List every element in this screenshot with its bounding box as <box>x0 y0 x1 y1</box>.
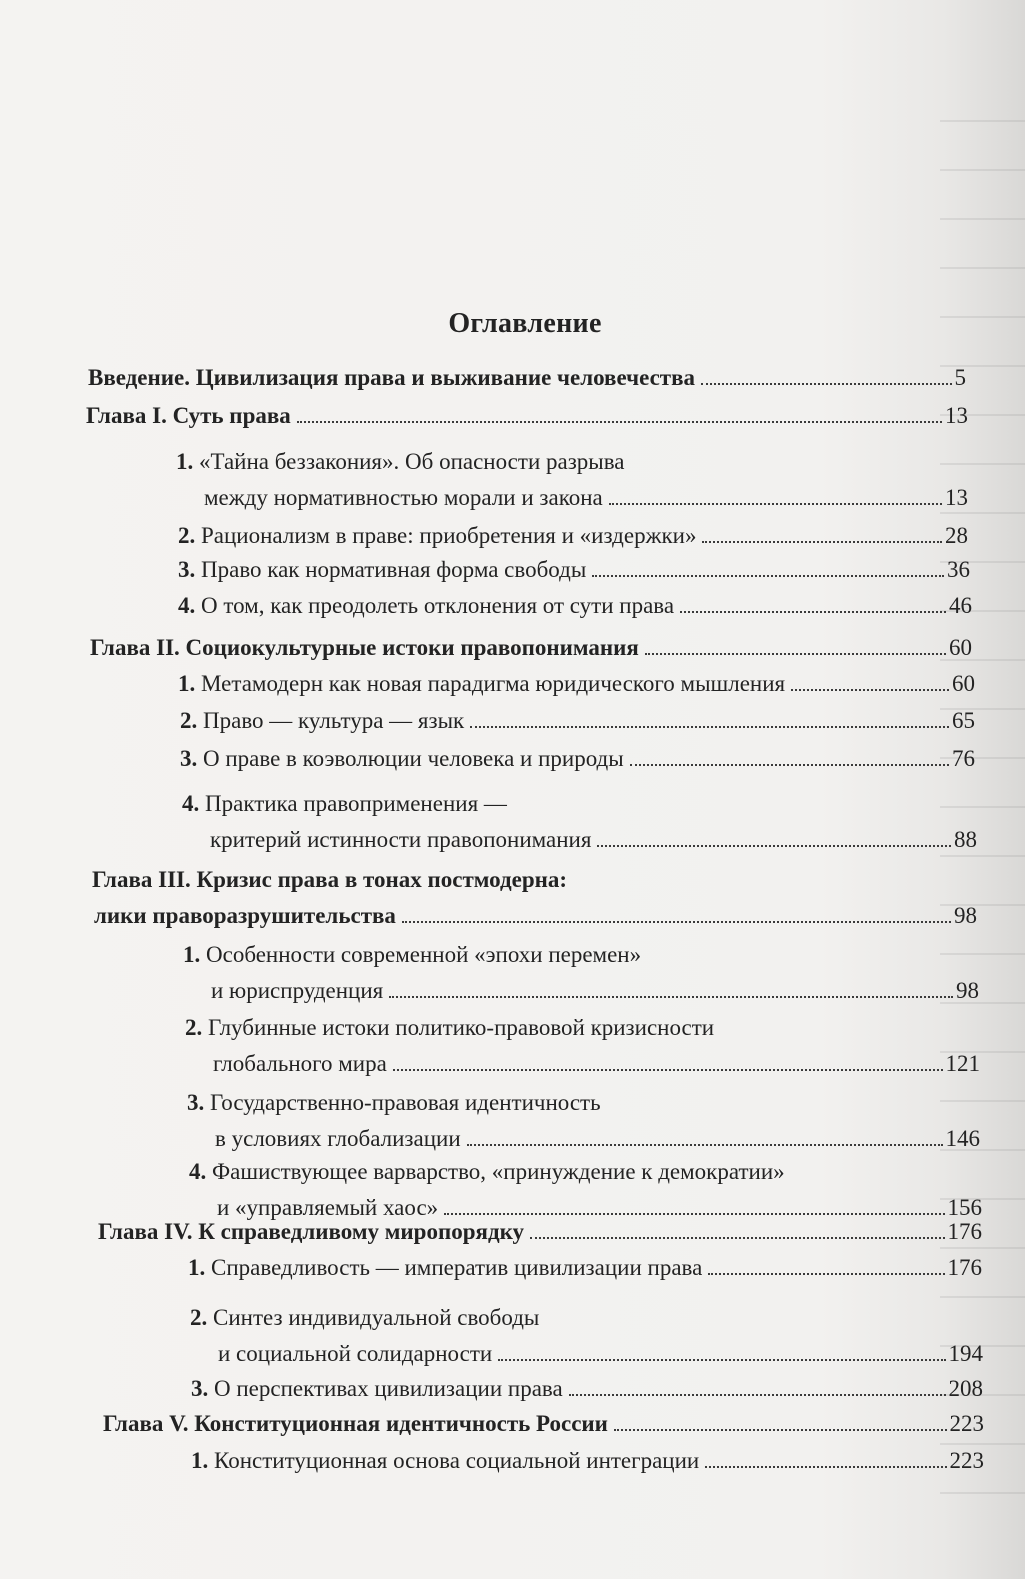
toc-entry-text: О перспективах цивилизации права <box>214 1376 563 1401</box>
dot-leader <box>389 996 953 998</box>
page-number: 223 <box>949 1411 984 1436</box>
toc-section-entry <box>178 552 970 588</box>
toc-section-entry <box>188 1250 982 1286</box>
toc-entry-line <box>98 1214 982 1250</box>
toc-section-entry <box>180 741 975 777</box>
dot-leader <box>467 1144 943 1146</box>
section-number: 2. <box>185 1015 208 1040</box>
page-number: 76 <box>952 746 975 771</box>
toc-entry-text: критерий истинности правопонимания <box>210 827 592 852</box>
toc-section-entry <box>178 518 968 554</box>
toc-chapter-entry <box>88 360 966 396</box>
page-number: 176 <box>947 1219 982 1244</box>
toc-entry-line <box>188 1250 982 1286</box>
toc-section-entry <box>178 666 975 702</box>
toc-entry-text: Глава II. Социокультурные истоки правопонимания <box>90 635 639 660</box>
toc-entry-text: глобального мира <box>213 1051 387 1076</box>
page-number: 156 <box>947 1195 982 1220</box>
toc-entry-text: Глава IV. К справедливому миропорядку <box>98 1219 525 1244</box>
toc-entry-line <box>191 1443 984 1479</box>
toc-entry-line <box>189 1154 982 1190</box>
page-number: 46 <box>949 593 972 618</box>
toc-entry-text: в условиях глобализации <box>215 1126 461 1151</box>
toc-entry-line <box>176 480 968 516</box>
dot-leader <box>791 689 949 691</box>
dot-leader <box>701 383 952 385</box>
section-number: 4. <box>189 1159 212 1184</box>
dot-leader <box>569 1394 946 1396</box>
toc-entry-line <box>92 898 977 934</box>
toc-entry-line <box>190 1336 983 1372</box>
page-number: 121 <box>945 1051 980 1076</box>
dot-leader <box>297 421 942 423</box>
toc-entry-text: между нормативностью морали и закона <box>204 485 603 510</box>
dot-leader <box>530 1237 944 1239</box>
toc-entry-text: Справедливость — императив цивилизации права <box>211 1255 703 1280</box>
toc-entry-line <box>182 822 977 858</box>
toc-entry-line <box>190 1300 983 1336</box>
toc-entry-text: и юриспруденция <box>211 978 384 1003</box>
toc-entry-text: лики праворазрушительства <box>94 903 396 928</box>
section-number: 3. <box>191 1376 214 1401</box>
toc-section-entry <box>190 1300 983 1372</box>
toc-chapter-entry <box>90 630 972 666</box>
toc-entry-line <box>182 786 977 822</box>
toc-entry-text: Конституционная основа социальной интеграции <box>214 1448 700 1473</box>
dot-leader <box>708 1273 944 1275</box>
toc-entry-text: Метамодерн как новая парадигма юридического мышления <box>201 671 786 696</box>
section-number: 3. <box>180 746 203 771</box>
toc-entry-line <box>180 703 975 739</box>
toc-entry-line <box>183 973 979 1009</box>
toc-chapter-entry <box>98 1214 982 1250</box>
dot-leader <box>470 726 949 728</box>
dot-leader <box>705 1466 946 1468</box>
toc-entry-text: О том, как преодолеть отклонения от сути права <box>201 593 675 618</box>
dot-leader <box>592 575 944 577</box>
toc-entry-line <box>178 518 968 554</box>
page-number: 60 <box>952 671 975 696</box>
toc-entry-text: Синтез индивидуальной свободы <box>213 1305 540 1330</box>
page-title: Оглавление <box>448 308 602 339</box>
page-number: 98 <box>954 903 977 928</box>
page-number: 176 <box>947 1255 982 1280</box>
toc-entry-text: Особенности современной «эпохи перемен» <box>206 942 642 967</box>
toc-section-entry <box>182 786 977 858</box>
section-number: 2. <box>180 708 203 733</box>
dot-leader <box>645 653 946 655</box>
page-number: 223 <box>949 1448 984 1473</box>
page-number: 13 <box>945 485 968 510</box>
toc-entry-text: Фашиствующее варварство, «принуждение к демократии» <box>212 1159 785 1184</box>
page-number: 194 <box>948 1341 983 1366</box>
toc-entry-text: Глава V. Конституционная идентичность России <box>103 1411 608 1436</box>
page-number: 98 <box>956 978 979 1003</box>
section-number: 1. <box>188 1255 211 1280</box>
dot-leader <box>630 764 949 766</box>
dot-leader <box>597 845 951 847</box>
section-number: 4. <box>178 593 201 618</box>
toc-entry-line <box>86 398 968 434</box>
dot-leader <box>609 503 942 505</box>
toc-section-entry <box>183 937 979 1009</box>
section-number: 4. <box>182 791 205 816</box>
page-number: 36 <box>947 557 970 582</box>
toc-entry-line <box>178 666 975 702</box>
toc-entry-text: Глава III. Кризис права в тонах постмодерна: <box>92 867 568 892</box>
toc-entry-text: О праве в коэволюции человека и природы <box>203 746 624 771</box>
section-number: 2. <box>178 523 201 548</box>
toc-entry-text: Право как нормативная форма свободы <box>201 557 587 582</box>
toc-entry-text: Практика правоприменения — <box>205 791 507 816</box>
toc-section-entry <box>187 1085 980 1157</box>
toc-section-entry <box>180 703 975 739</box>
toc-entry-text: и «управляемый хаос» <box>217 1195 439 1220</box>
page-number: 208 <box>948 1376 983 1401</box>
toc-entry-text: и социальной солидарности <box>218 1341 493 1366</box>
section-number: 1. <box>178 671 201 696</box>
dot-leader <box>614 1429 947 1431</box>
section-number: 3. <box>187 1090 210 1115</box>
toc-entry-line <box>185 1046 980 1082</box>
toc-entry-text: Государственно-правовая идентичность <box>210 1090 601 1115</box>
section-number: 1. <box>183 942 206 967</box>
dot-leader <box>498 1359 945 1361</box>
toc-chapter-entry <box>103 1406 984 1442</box>
toc-entry-line <box>90 630 972 666</box>
dot-leader <box>680 611 946 613</box>
page-number: 88 <box>954 827 977 852</box>
toc-chapter-entry <box>92 862 977 934</box>
page-number: 5 <box>954 365 966 390</box>
toc-entry-text: Рационализм в праве: приобретения и «издержки» <box>201 523 697 548</box>
toc-entry-line <box>88 360 966 396</box>
toc-entry-line <box>187 1085 980 1121</box>
page-number: 65 <box>952 708 975 733</box>
toc-entry-line <box>92 862 977 898</box>
toc-entry-text: Глава I. Суть права <box>86 403 291 428</box>
toc-entry-line <box>191 1371 983 1407</box>
toc-entry-line <box>180 741 975 777</box>
toc-entry-line <box>183 937 979 973</box>
toc-entry-text: Право — культура — язык <box>203 708 465 733</box>
toc-section-entry <box>185 1010 980 1082</box>
toc-section-entry <box>191 1443 984 1479</box>
toc-entry-line <box>178 552 970 588</box>
page-number: 146 <box>945 1126 980 1151</box>
toc-section-entry <box>191 1371 983 1407</box>
toc-entry-text: Глубинные истоки политико-правовой кризисности <box>208 1015 715 1040</box>
toc-entry-line <box>185 1010 980 1046</box>
dot-leader <box>393 1069 943 1071</box>
section-number: 1. <box>191 1448 214 1473</box>
toc-entry-line <box>187 1121 980 1157</box>
page-number: 13 <box>945 403 968 428</box>
toc-section-entry <box>176 444 968 516</box>
toc-entry-text: «Тайна беззакония». Об опасности разрыва <box>199 449 625 474</box>
section-number: 2. <box>190 1305 213 1330</box>
page-number: 60 <box>949 635 972 660</box>
toc-entry-line <box>103 1406 984 1442</box>
dot-leader <box>702 541 942 543</box>
toc-chapter-entry <box>86 398 968 434</box>
toc-entry-line <box>178 588 972 624</box>
toc-entry-line <box>176 444 968 480</box>
section-number: 3. <box>178 557 201 582</box>
toc-entry-text: Введение. Цивилизация права и выживание человечества <box>88 365 695 390</box>
page-number: 28 <box>945 523 968 548</box>
section-number: 1. <box>176 449 199 474</box>
dot-leader <box>402 921 951 923</box>
toc-section-entry <box>178 588 972 624</box>
